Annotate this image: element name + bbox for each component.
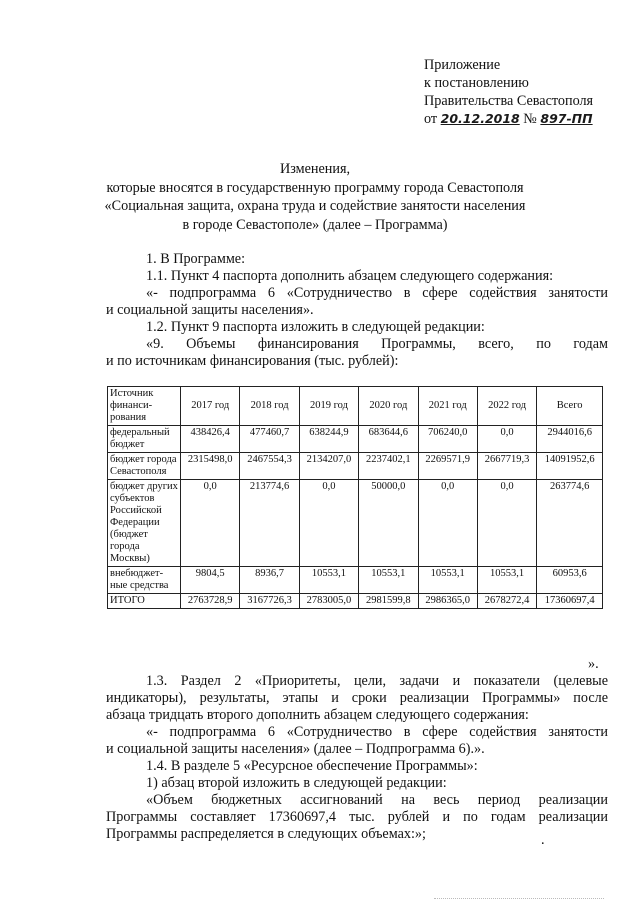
- table-cell: 2783005,0: [299, 594, 358, 609]
- table-cell: 0,0: [418, 480, 477, 567]
- para-9: 1) абзац второй изложить в следующей редакции:: [146, 775, 447, 791]
- para-3a: «- подпрограмма 6 «Сотрудничество в сфере содействия занятости: [146, 285, 608, 301]
- table-cell: 2467554,3: [240, 453, 299, 480]
- appendix-block: [424, 56, 593, 128]
- table-cell: 438426,4: [181, 426, 240, 453]
- appendix-line-2: к постановлению: [424, 75, 529, 91]
- para-6a: 1.3. Раздел 2 «Приоритеты, цели, задачи и показатели (целевые: [146, 673, 608, 689]
- para-6b: индикаторы), результаты, этапы и сроки реализации Программы» после: [106, 690, 608, 706]
- body-lower: [106, 673, 608, 843]
- table-cell: 706240,0: [418, 426, 477, 453]
- table-cell: 0,0: [181, 480, 240, 567]
- table-cell: 0,0: [299, 480, 358, 567]
- scan-artifact-line: [434, 898, 604, 900]
- header-2021: 2021 год: [418, 387, 477, 426]
- appendix-date: 20.12.2018: [440, 111, 520, 126]
- para-1: 1. В Программе:: [146, 251, 246, 267]
- quote-end: ».: [588, 656, 599, 672]
- table-cell: 2134207,0: [299, 453, 358, 480]
- title-line-3: «Социальная защита, охрана труда и содействие занятости населения: [104, 198, 526, 214]
- table-cell: 2315498,0: [181, 453, 240, 480]
- para-5a: «9. Объемы финансирования Программы, всего, по годам: [146, 336, 608, 352]
- table-cell: 2763728,9: [181, 594, 240, 609]
- stray-dot: .: [541, 832, 545, 848]
- para-10b: Программы составляет 17360697,4 тыс. рублей и по годам реализации: [106, 809, 608, 825]
- appendix-date-line: [424, 110, 593, 128]
- table-cell: 2678272,4: [477, 594, 536, 609]
- table-cell: 17360697,4: [537, 594, 603, 609]
- table-cell: 50000,0: [359, 480, 418, 567]
- header-total: Всего: [537, 387, 603, 426]
- table-cell: 10553,1: [359, 567, 418, 594]
- table-cell: 3167726,3: [240, 594, 299, 609]
- table-row: [108, 426, 603, 453]
- row-label: бюджет других субъектов Российской Федерации (бюджет города Москвы): [108, 480, 181, 567]
- table-cell: 2237402,1: [359, 453, 418, 480]
- document-title: [0, 160, 630, 234]
- appendix-num-sign: №: [523, 111, 537, 127]
- table-cell: 9804,5: [181, 567, 240, 594]
- table-header-row: [108, 387, 603, 426]
- table-cell: 2667719,3: [477, 453, 536, 480]
- header-2020: 2020 год: [359, 387, 418, 426]
- table-cell: 10553,1: [418, 567, 477, 594]
- table-cell: 0,0: [477, 426, 536, 453]
- row-label: бюджет города Севастополя: [108, 453, 181, 480]
- table-cell: 213774,6: [240, 480, 299, 567]
- para-2: 1.1. Пункт 4 паспорта дополнить абзацем следующего содержания:: [146, 268, 554, 284]
- table-row: [108, 453, 603, 480]
- appendix-from: от: [424, 111, 438, 127]
- table-cell: 14091952,6: [537, 453, 603, 480]
- header-2019: 2019 год: [299, 387, 358, 426]
- table-cell: 477460,7: [240, 426, 299, 453]
- para-8: 1.4. В разделе 5 «Ресурсное обеспечение Программы»:: [146, 758, 478, 774]
- table-cell: 2269571,9: [418, 453, 477, 480]
- table-cell: 263774,6: [537, 480, 603, 567]
- para-3b: и социальной защиты населения».: [106, 302, 314, 318]
- appendix-line-1: Приложение: [424, 57, 501, 73]
- appendix-number: 897-ПП: [540, 111, 593, 126]
- table-cell: 10553,1: [299, 567, 358, 594]
- row-label: внебюджет-ные средства: [108, 567, 181, 594]
- row-label: ИТОГО: [108, 594, 181, 609]
- table-cell: 10553,1: [477, 567, 536, 594]
- table-cell: 2944016,6: [537, 426, 603, 453]
- body-upper: [106, 251, 608, 370]
- table-total-row: [108, 594, 603, 609]
- para-5b: и по источникам финансирования (тыс. рублей):: [106, 353, 399, 369]
- header-2017: 2017 год: [181, 387, 240, 426]
- para-10c: Программы распределяется в следующих объемах:»;: [106, 826, 426, 842]
- header-2022: 2022 год: [477, 387, 536, 426]
- table-cell: 60953,6: [537, 567, 603, 594]
- table-cell: 2986365,0: [418, 594, 477, 609]
- table-cell: 638244,9: [299, 426, 358, 453]
- title-line-4: в городе Севастополе» (далее – Программа): [182, 216, 448, 233]
- financing-table: [107, 386, 603, 609]
- para-7b: и социальной защиты населения» (далее – Подпрограмма 6).».: [106, 741, 485, 757]
- appendix-line-3: Правительства Севастополя: [424, 93, 594, 109]
- row-label: федеральный бюджет: [108, 426, 181, 453]
- para-6c: абзаца тридцать второго дополнить абзацем следующего содержания:: [106, 707, 529, 723]
- title-line-2: которые вносятся в государственную программу города Севастополя: [106, 179, 524, 196]
- para-10a: «Объем бюджетных ассигнований на весь период реализации: [146, 792, 608, 808]
- table-cell: 683644,6: [359, 426, 418, 453]
- table-cell: 2981599,8: [359, 594, 418, 609]
- para-4: 1.2. Пункт 9 паспорта изложить в следующей редакции:: [146, 319, 485, 335]
- table-cell: 0,0: [477, 480, 536, 567]
- title-line-1: Изменения,: [279, 161, 351, 177]
- table-row: [108, 567, 603, 594]
- header-2018: 2018 год: [240, 387, 299, 426]
- table-cell: 8936,7: [240, 567, 299, 594]
- table-row: [108, 480, 603, 567]
- para-7a: «- подпрограмма 6 «Сотрудничество в сфере содействия занятости: [146, 724, 608, 740]
- header-source: Источник финанси-рования: [108, 387, 181, 426]
